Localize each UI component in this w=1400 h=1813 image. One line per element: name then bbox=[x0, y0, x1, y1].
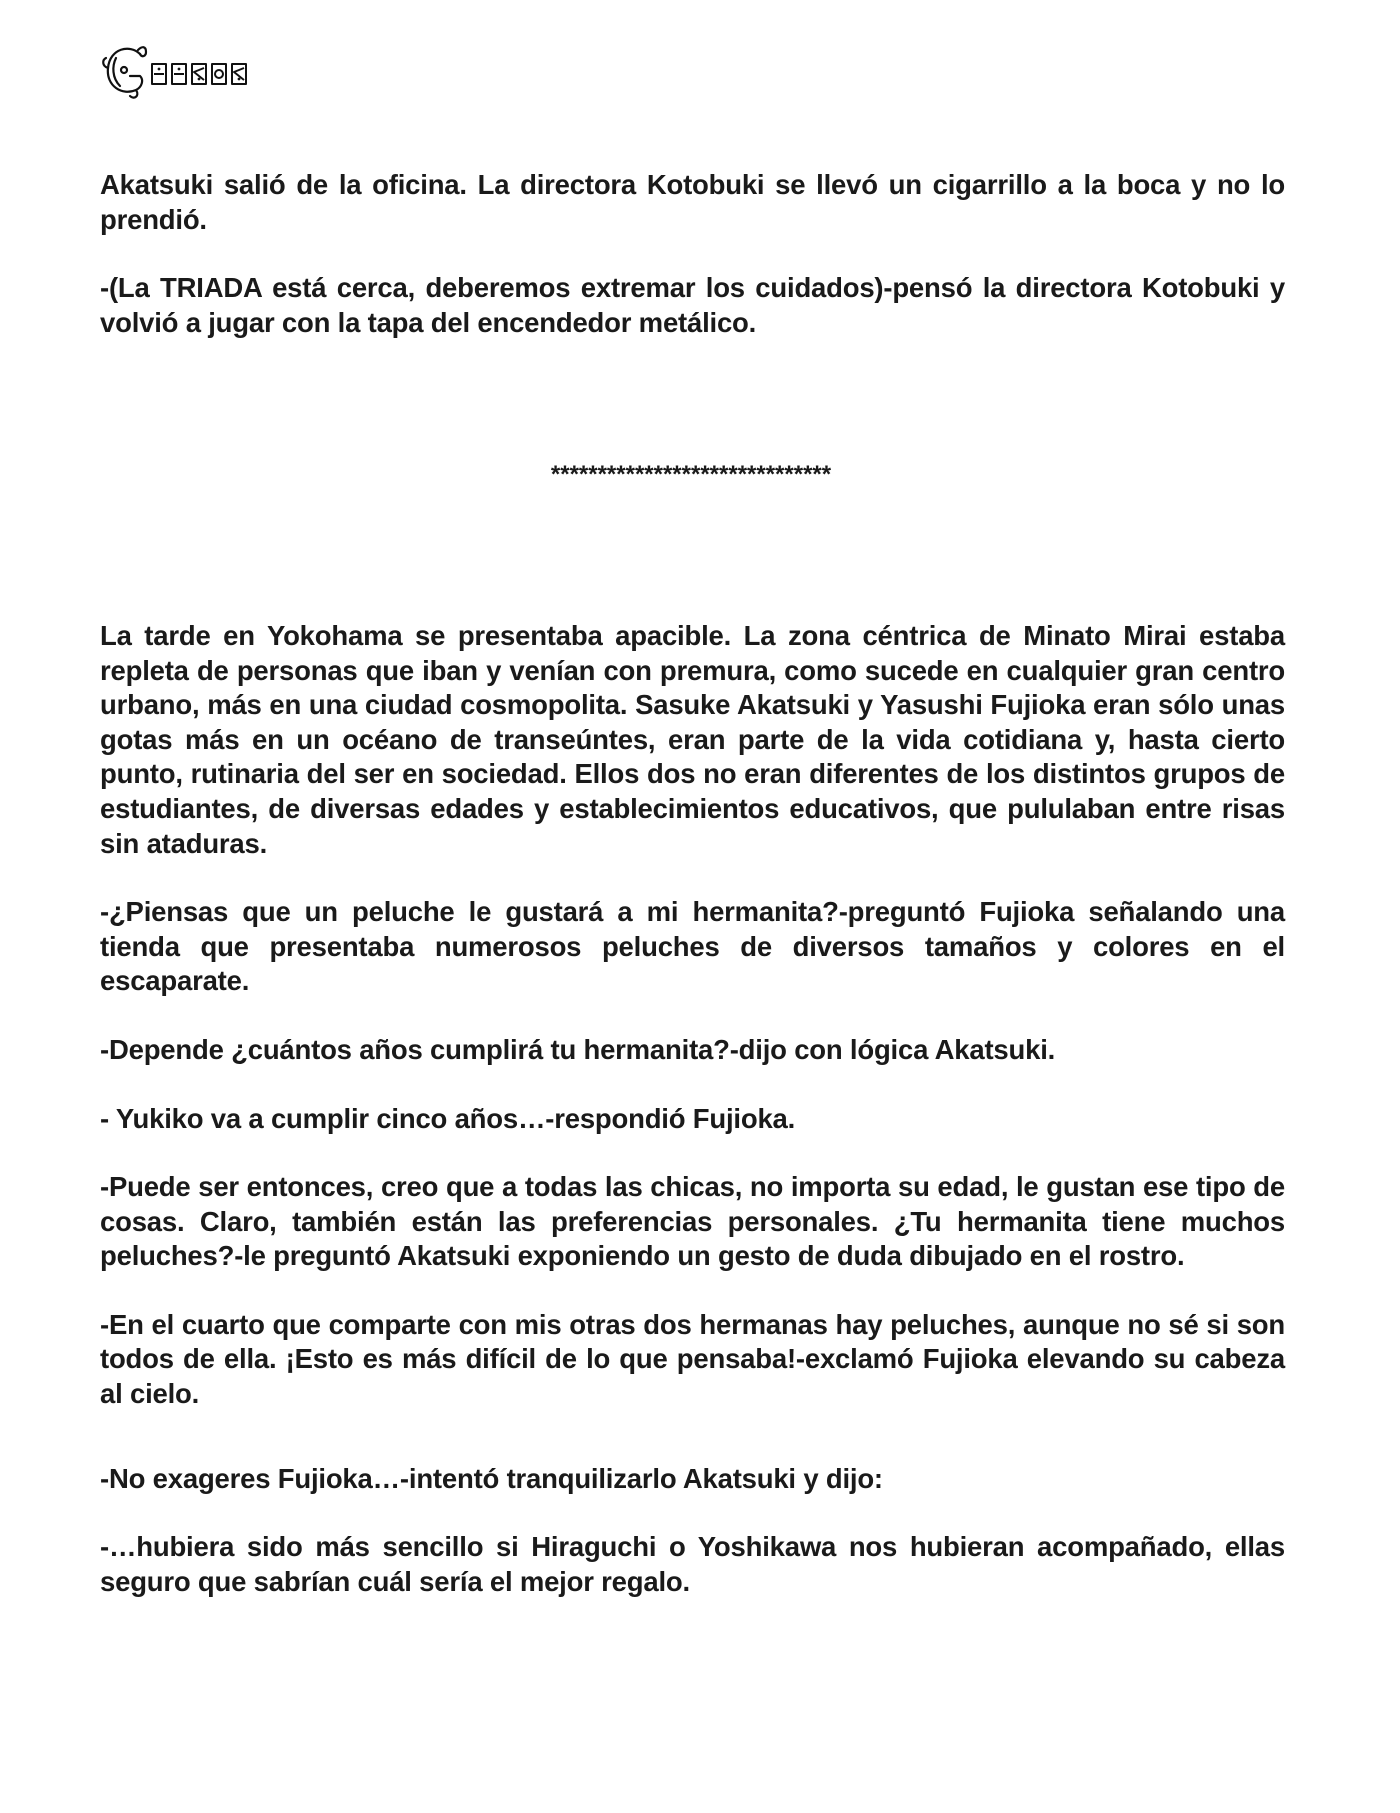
section-separator: ****************************** bbox=[550, 461, 832, 489]
paragraph-4: -¿Piensas que un peluche le gustará a mi hermanita?-preguntó Fujioka señalando una tienda que presentaba numerosos peluches de diversos tamaños y colores en el escaparate. bbox=[100, 896, 1285, 997]
logo bbox=[100, 38, 260, 102]
paragraph-6: - Yukiko va a cumplir cinco años…-respondió Fujioka. bbox=[100, 1102, 796, 1134]
paragraph-7: -Puede ser entonces, creo que a todas las chicas, no importa su edad, le gustan ese tipo de cosas. Claro, también están las preferencias personales. ¿Tu hermanita tiene muchos peluches?-le preguntó Akatsuki exponiendo un gesto de duda dibujado en el rostro. bbox=[100, 1171, 1285, 1272]
document-body bbox=[100, 168, 1285, 1599]
paragraph-1: Akatsuki salió de la oficina. La directora Kotobuki se llevó un cigarrillo a la boca y no lo prendió. bbox=[100, 169, 1285, 235]
paragraph-8: -En el cuarto que comparte con mis otras dos hermanas hay peluches, aunque no sé si son todos de ella. ¡Esto es más difícil de lo que pensaba!-exclamó Fujioka elevando su cabeza al cielo. bbox=[100, 1308, 1285, 1410]
paragraph-3: La tarde en Yokohama se presentaba apacible. La zona céntrica de Minato Mirai estaba repleta de personas que iban y venían con premura, como sucede en cualquier gran centro urbano, más en una ciudad cosmopolita. Sasuke Akatsuki y Yasushi Fujioka eran sólo unas gotas más en un océano de transeúntes, eran parte de la vida cotidiana y, hasta cierto punto, rutinaria del ser en sociedad. Ellos dos no eran diferentes de los distintos grupos de estudiantes, de diversas edades y establecimientos educativos, que pululaban entre risas sin ataduras. bbox=[100, 619, 1285, 859]
paragraph-9: -No exageres Fujioka…-intentó tranquilizarlo Akatsuki y dijo: bbox=[100, 1462, 883, 1494]
paragraph-2: -(La TRIADA está cerca, deberemos extremar los cuidados)-pensó la directora Kotobuki y volvió a jugar con la tapa del encendedor metálico. bbox=[100, 272, 1285, 338]
paragraph-5: -Depende ¿cuántos años cumplirá tu hermanita?-dijo con lógica Akatsuki. bbox=[100, 1033, 1056, 1065]
paragraph-10: -…hubiera sido más sencillo si Hiraguchi o Yoshikawa nos hubieran acompañado, ellas seguro que sabrían cuál sería el mejor regalo. bbox=[100, 1531, 1285, 1597]
